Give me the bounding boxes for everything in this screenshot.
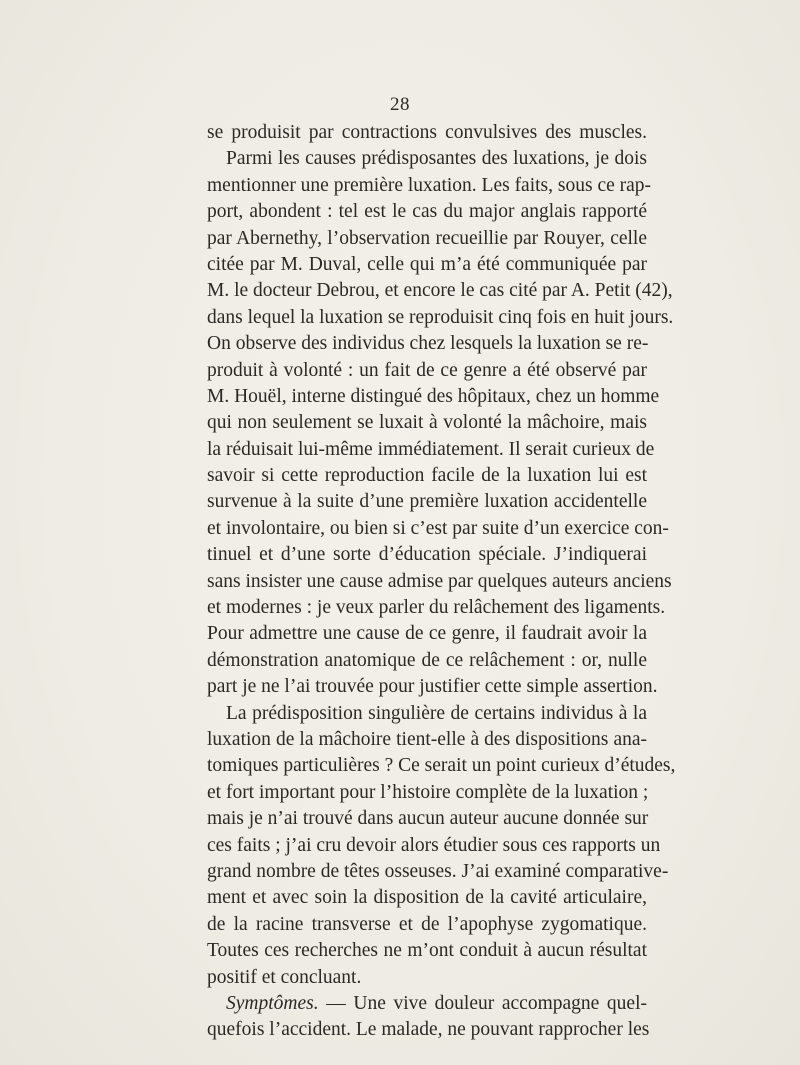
text-line: luxation de la mâchoire tient-elle à des dispositions ana- (207, 728, 647, 750)
symptoms-heading: Symptômes. (226, 992, 319, 1014)
text-line: quefois l’accident. Le malade, ne pouvant rapprocher les (207, 1019, 650, 1041)
text-line: M. le docteur Debrou, et encore le cas cité par A. Petit (42), (207, 280, 673, 302)
text-line: ment et avec soin la disposition de la cavité articulaire, (207, 887, 647, 909)
text-line: Pour admettre une cause de ce genre, il faudrait avoir la (207, 623, 647, 645)
symptoms-line (207, 991, 647, 1017)
text-line: citée par M. Duval, celle qui m’a été communiquée par (207, 253, 647, 275)
symptoms-text: — Une vive douleur accompagne quel- (318, 992, 647, 1014)
text-line: savoir si cette reproduction facile de la luxation lui est (207, 465, 647, 487)
text-line: et fort important pour l’histoire complète de la luxation ; (207, 781, 649, 803)
text-line: port, abondent : tel est le cas du major anglais rapporté (207, 201, 647, 223)
text-line: dans lequel la luxation se reproduisit cinq fois en huit jours. (207, 306, 674, 328)
text-line: On observe des individus chez lesquels la luxation se re- (207, 333, 649, 355)
text-line: mentionner une première luxation. Les faits, sous ce rap- (207, 174, 652, 196)
text-line: sans insister une cause admise par quelques auteurs anciens (207, 570, 672, 592)
text-line: et involontaire, ou bien si c’est par suite d’un exercice con- (207, 517, 669, 539)
text-line: positif et concluant. (207, 966, 362, 988)
text-line: ces faits ; j’ai cru devoir alors étudier sous ces rapports un (207, 834, 661, 856)
body-text (207, 120, 676, 1044)
page-number: 28 (390, 94, 410, 115)
text-line: part je ne l’ai trouvée pour justifier cette simple assertion. (207, 676, 658, 698)
text-line: produit à volonté : un fait de ce genre a été observé par (207, 359, 647, 381)
text-line: Parmi les causes prédisposantes des luxations, je dois (226, 148, 647, 170)
text-line: qui non seulement se luxait à volonté la mâchoire, mais (207, 412, 647, 434)
text-line: par Abernethy, l’observation recueillie par Rouyer, celle (207, 227, 647, 249)
text-line: La prédisposition singulière de certains individus à la (226, 702, 647, 724)
text-line: se produisit par contractions convulsives des muscles. (207, 122, 647, 143)
text-line: M. Houël, interne distingué des hôpitaux, chez un homme (207, 385, 660, 407)
text-line: tinuel et d’une sorte d’éducation spéciale. J’indiquerai (207, 544, 647, 566)
text-line: Toutes ces recherches ne m’ont conduit à aucun résultat (207, 940, 647, 962)
text-line: la réduisait lui-même immédiatement. Il serait curieux de (207, 438, 655, 460)
text-line: survenue à la suite d’une première luxation accidentelle (207, 491, 647, 513)
text-line: et modernes : je veux parler du relâchement des ligaments. (207, 597, 666, 619)
text-line: grand nombre de têtes osseuses. J’ai examiné comparative- (207, 860, 669, 882)
text-line: mais je n’ai trouvé dans aucun auteur aucune donnée sur (207, 808, 649, 830)
text-line: tomiques particulières ? Ce serait un point curieux d’études, (207, 755, 676, 777)
text-line: de la racine transverse et de l’apophyse zygomatique. (207, 913, 647, 935)
text-line: démonstration anatomique de ce relâchement : or, nulle (207, 649, 647, 671)
